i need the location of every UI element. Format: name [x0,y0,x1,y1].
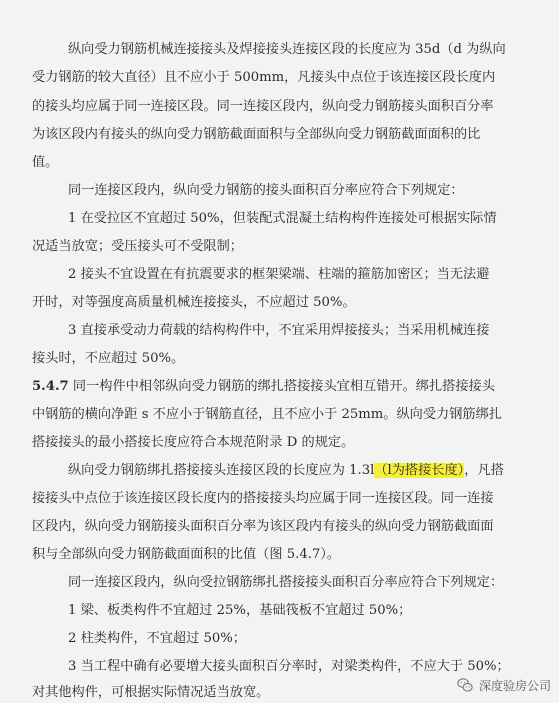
text-line: 受力钢筋的较大直径）且不应小于 500mm，凡接头中点位于该连接区段长度内 [32,70,496,85]
text-segment: ，凡搭 [464,463,504,478]
list-item-line: 况适当放宽；受压接头可不受限制； [32,239,243,254]
list-item-line: 3 当工程中确有必要增大接头面积百分率时，对梁类构件，不应大于 50%； [68,659,510,674]
text-line: 纵向受力钢筋机械连接接头及焊接接头连接区段的长度应为 35d（d 为纵向 [68,42,506,57]
section-line [32,377,559,397]
list-item-line: 接头时，不应超过 50%。 [32,351,185,366]
text-line: 为该区段内有接头的纵向受力钢筋截面面积与全部纵向受力钢筋截面面积的比 [32,127,481,142]
text-line: 中钢筋的横向净距 s 不应小于钢筋直径，且不应小于 25mm。纵向受力钢筋绑扎 [32,407,502,422]
section-text: 同一构件中相邻纵向受力钢筋的绑扎搭接接头宜相互错开。绑扎搭接接头 [68,379,495,394]
list-item-line: 1 在受拉区不宜超过 50%，但装配式混凝土结构构件连接处可根据实际情 [68,211,497,226]
text-line: 值。 [32,155,59,170]
text-line [68,461,559,481]
text-line: 同一连接区段内，纵向受拉钢筋绑扎搭接接头面积百分率应符合下列规定： [68,575,504,590]
text-line: 同一连接区段内，纵向受力钢筋的接头面积百分率应符合下列规定： [68,183,464,198]
text-line: 接接头中点位于该连接区段长度内的搭接接头均应属于同一连接区段。同一连接 [32,491,494,506]
section-number: 5.4.7 [32,379,69,394]
text-line: 搭接接头的最小搭接长度应符合本规范附录 D 的规定。 [32,435,355,450]
watermark [456,676,551,694]
highlighted-text: （l为搭接长度） [374,463,465,478]
list-item-line: 3 直接承受动力荷载的结构构件中，不宜采用焊接接头；当采用机械连接 [68,323,490,338]
list-item-line: 开时，对等强度高质量机械连接接头，不应超过 50%。 [32,295,356,310]
text-segment: 纵向受力钢筋绑扎搭接接头连接区段的长度应为 1.3l [68,463,375,478]
text-line: 积与全部纵向受力钢筋截面面积的比值（图 5.4.7）。 [32,547,341,562]
text-line: 区段内，纵向受力钢筋接头面积百分率为该区段内有接头的纵向受力钢筋截面面 [32,519,494,534]
wechat-icon [456,676,474,694]
watermark-text: 深度验房公司 [478,678,551,693]
text-line: 的接头均应属于同一连接区段。同一连接区段内，纵向受力钢筋接头面积百分率 [32,99,494,114]
list-item-line: 1 梁、板类构件不宜超过 25%，基础筏板不宜超过 50%； [68,603,412,618]
list-item-line: 2 柱类构件，不宜超过 50%； [68,631,246,646]
list-item-line: 对其他构件，可根据实际情况适当放宽。 [32,685,270,700]
list-item-line: 2 接头不宜设置在有抗震要求的框架梁端、柱端的箍筋加密区；当无法避 [68,267,490,282]
